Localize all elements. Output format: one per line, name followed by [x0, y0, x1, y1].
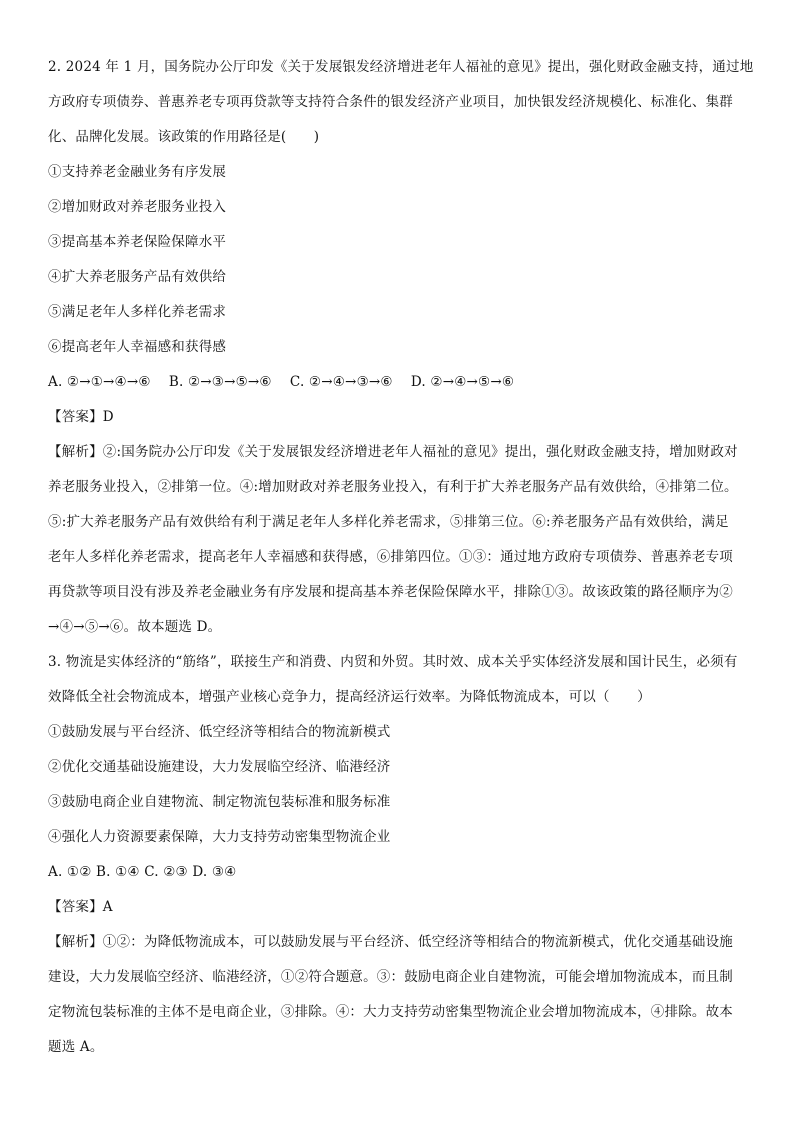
q3-stem-line-2: 效降低全社会物流成本，增强产业核心竞争力，提高经济运行效率。为降低物流成本，可以（ ） — [48, 689, 651, 705]
q3-item-1: ①鼓励发展与平台经济、低空经济等相结合的物流新模式 — [48, 724, 391, 740]
q3-analysis-line-4: 题选 A。 — [48, 1039, 104, 1055]
q3-item-3: ③鼓励电商企业自建物流、制定物流包装标准和服务标准 — [48, 794, 391, 810]
q2-item-3: ③提高基本养老保险保障水平 — [48, 234, 227, 250]
q2-analysis-line-5: 再贷款等项目没有涉及养老金融业务有序发展和提高基本养老保险保障水平，排除①③。故该政策的路径顺序为② — [48, 584, 733, 600]
q3-item-4: ④强化人力资源要素保障，大力支持劳动密集型物流企业 — [48, 829, 391, 845]
q3-analysis-line-1: 【解析】①②：为降低物流成本，可以鼓励发展与平台经济、低空经济等相结合的物流新模式，优化交通基础设施 — [48, 934, 733, 950]
q3-stem-line-1: 3. 物流是实体经济的“筋络”，联接生产和消费、内贸和外贸。其时效、成本关乎实体经济发展和国计民生，必须有 — [48, 654, 738, 670]
q2-analysis-line-3: ⑤:扩大养老服务产品有效供给有利于满足老年人多样化养老需求，⑤排第三位。⑥:养老服务产品有效供给，满足 — [48, 514, 729, 530]
q3-options: A. ①② B. ①④ C. ②③ D. ③④ — [48, 864, 237, 880]
q2-item-5: ⑤满足老年人多样化养老需求 — [48, 304, 227, 320]
q3-analysis-line-2: 建设，大力发展临空经济、临港经济，①②符合题意。③：鼓励电商企业自建物流，可能会增加物流成本，而且制 — [48, 969, 733, 985]
q3-analysis-line-3: 定物流包装标准的主体不是电商企业，③排除。④：大力支持劳动密集型物流企业会增加物流成本，④排除。故本 — [48, 1004, 733, 1020]
q2-stem-line-2: 方政府专项债券、普惠养老专项再贷款等支持符合条件的银发经济产业项目，加快银发经济规模化、标准化、集群 — [48, 94, 733, 110]
q2-options: A. ②→①→④→⑥ B. ②→③→⑤→⑥ C. ②→④→③→⑥ D. ②→④→⑤→⑥ — [48, 374, 515, 390]
q2-analysis-line-6: →④→⑤→⑥。故本题选 D。 — [48, 619, 222, 635]
q2-stem-line-1: 2. 2024 年 1 月，国务院办公厅印发《关于发展银发经济增进老年人福祉的意见》提出，强化财政金融支持，通过地 — [48, 59, 754, 75]
q2-analysis-line-4: 老年人多样化养老需求，提高老年人幸福感和获得感，⑥排第四位。①③：通过地方政府专项债券、普惠养老专项 — [48, 549, 733, 565]
q2-item-6: ⑥提高老年人幸福感和获得感 — [48, 339, 227, 355]
q2-item-2: ②增加财政对养老服务业投入 — [48, 199, 227, 215]
q3-answer: 【答案】A — [48, 899, 113, 915]
q3-item-2: ②优化交通基础设施建设，大力发展临空经济、临港经济 — [48, 759, 391, 775]
q2-item-4: ④扩大养老服务产品有效供给 — [48, 269, 227, 285]
q2-analysis-line-2: 养老服务业投入，②排第一位。④:增加财政对养老服务业投入，有利于扩大养老服务产品有效供给，④排第二位。 — [48, 479, 738, 495]
q2-analysis-line-1: 【解析】②:国务院办公厅印发《关于发展银发经济增进老年人福祉的意见》提出，强化财政金融支持，增加财政对 — [48, 444, 738, 460]
q2-stem-line-3: 化、品牌化发展。该政策的作用路径是( ) — [48, 129, 320, 145]
q2-answer: 【答案】D — [48, 409, 114, 425]
q2-item-1: ①支持养老金融业务有序发展 — [48, 164, 227, 180]
